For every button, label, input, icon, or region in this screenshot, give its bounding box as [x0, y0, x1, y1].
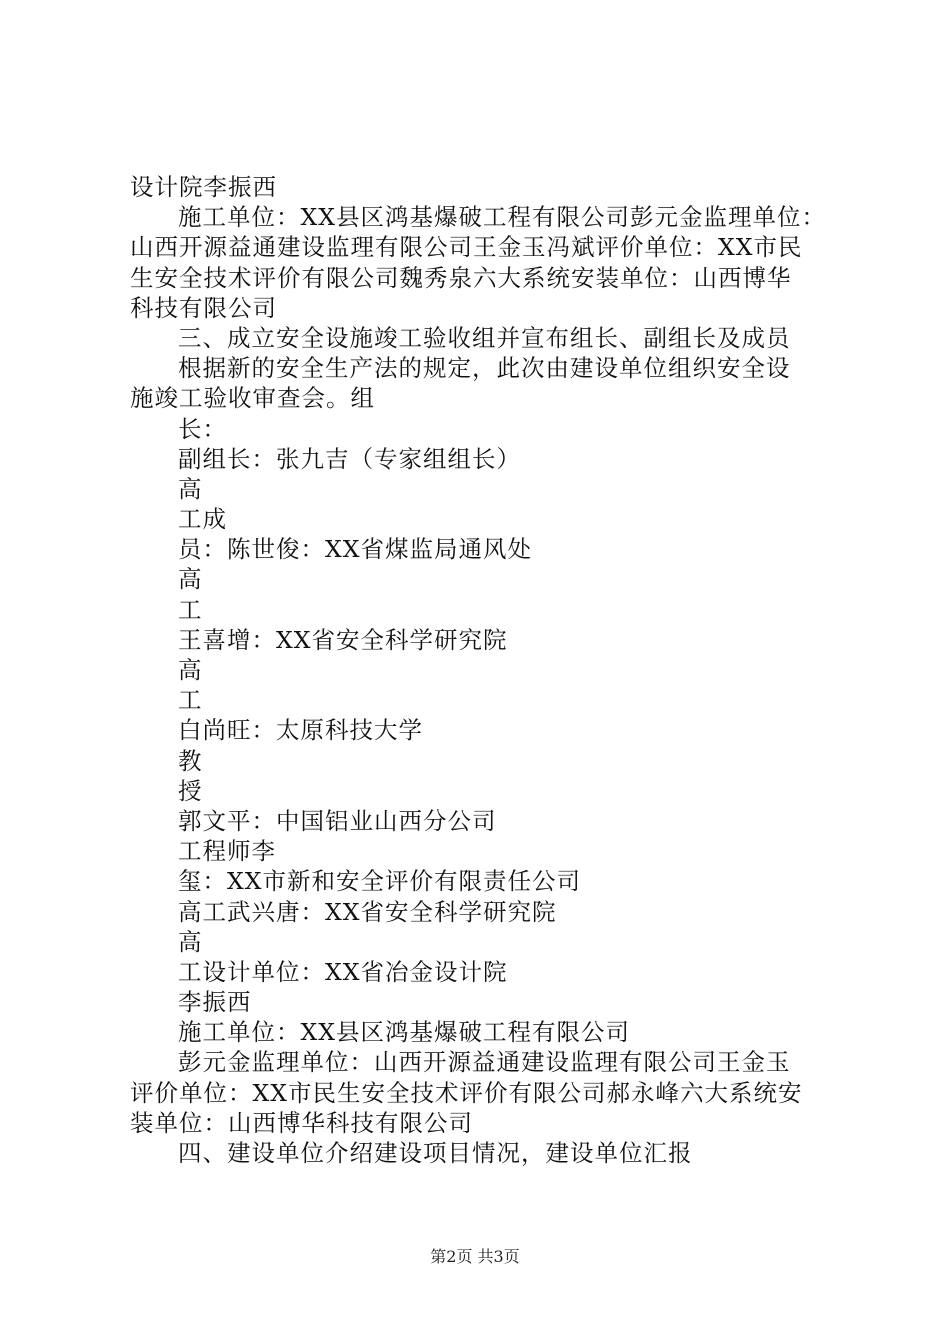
document-line: 授	[178, 776, 203, 805]
document-line: 高	[178, 927, 203, 956]
document-line: 郭文平：中国铝业山西分公司	[178, 806, 497, 835]
document-line: 白尚旺：太原科技大学	[178, 716, 423, 745]
document-line: 三、成立安全设施竣工验收组并宣布组长、副组长及成员	[178, 323, 791, 352]
document-line: 高	[178, 474, 203, 503]
document-line: 施工单位：XX县区鸿基爆破工程有限公司	[178, 1018, 630, 1047]
document-line: 高	[178, 565, 203, 594]
document-line: 根据新的安全生产法的规定，此次由建设单位组织安全设	[178, 354, 791, 383]
document-line: 员：陈世俊：XX省煤监局通风处	[178, 535, 532, 564]
document-line: 科技有限公司	[130, 293, 277, 322]
document-line: 工	[178, 686, 203, 715]
document-line: 李振西	[178, 988, 252, 1017]
document-line: 高工武兴唐：XX省安全科学研究院	[178, 897, 557, 926]
document-line: 装单位：山西博华科技有限公司	[130, 1108, 473, 1137]
document-line: 高	[178, 656, 203, 684]
document-line: 王喜增：XX省安全科学研究院	[178, 625, 508, 654]
document-line: 工	[178, 595, 203, 624]
document-line: 玺：XX市新和安全评价有限责任公司	[178, 867, 581, 896]
document-line: 长：	[178, 414, 227, 443]
document-line: 设计院李振西	[130, 173, 277, 201]
page-footer: 第2页 共3页	[430, 1247, 520, 1266]
document-line: 施工单位：XX县区鸿基爆破工程有限公司彭元金监理单位：	[178, 203, 826, 232]
document-line: 工成	[178, 505, 227, 534]
document-line: 生安全技术评价有限公司魏秀泉六大系统安装单位：山西博华	[130, 263, 792, 292]
document-line: 工设计单位：XX省冶金设计院	[178, 957, 508, 986]
document-line: 四、建设单位介绍建设项目情况，建设单位汇报	[178, 1139, 693, 1167]
document-line: 山西开源益通建设监理有限公司王金玉冯斌评价单位：XX市民	[130, 233, 803, 262]
document-line: 教	[178, 746, 203, 775]
document-line: 副组长：张九吉（专家组组长）	[178, 444, 521, 473]
document-body	[130, 172, 830, 1168]
document-line: 工程师李	[178, 837, 276, 866]
document-line: 施竣工验收审查会。组	[130, 384, 375, 413]
document-line: 评价单位：XX市民生安全技术评价有限公司郝永峰六大系统安	[130, 1078, 803, 1107]
document-line: 彭元金监理单位：山西开源益通建设监理有限公司王金玉	[178, 1048, 791, 1077]
